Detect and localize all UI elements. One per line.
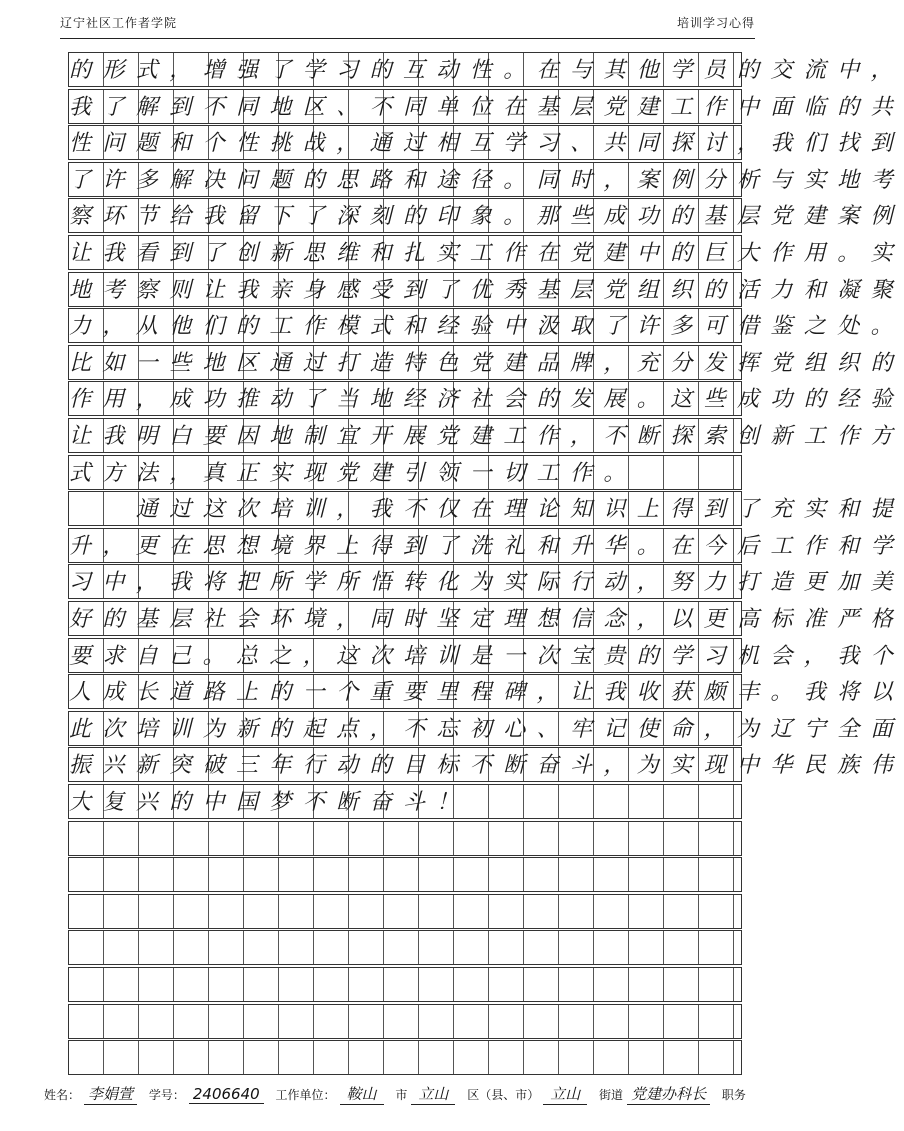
essay-line <box>69 858 743 893</box>
street-value: 立山 <box>543 1083 587 1105</box>
essay-line <box>69 968 743 1003</box>
grid-row <box>68 711 904 746</box>
grid-row <box>68 381 904 416</box>
essay-line <box>69 1005 743 1040</box>
grid-row <box>68 235 904 270</box>
essay-line: 让我看到了创新思维和扎实工作在党建中的巨大作用。实 <box>69 241 904 266</box>
essay-line: 力，从他们的工作模式和经验中汲取了许多可借鉴之处。 <box>69 314 904 340</box>
grid-row <box>68 125 904 160</box>
grid-row <box>68 1040 742 1075</box>
essay-line <box>69 931 743 966</box>
header-divider <box>60 38 755 39</box>
essay-line: 作用，成功推动了当地经济社会的发展。这些成功的经验 <box>69 387 904 413</box>
footer-info <box>44 1083 764 1105</box>
grid-row <box>68 308 904 343</box>
grid-row <box>68 894 742 929</box>
grid-row <box>68 52 904 87</box>
grid-row <box>68 162 904 197</box>
header-org-name: 辽宁社区工作者学院 <box>60 16 178 30</box>
essay-line <box>69 1041 743 1076</box>
grid-row <box>68 198 904 233</box>
grid-row <box>68 638 904 673</box>
name-label: 姓名： <box>44 1088 81 1102</box>
essay-line: 察环节给我留下了深刻的印象。那些成功的基层党建案例 <box>69 204 904 230</box>
essay-line: 我了解到不同地区、不同单位在基层党建工作中面临的共 <box>69 94 904 120</box>
essay-line: 振兴新突破三年行动的目标不断奋斗，为实现中华民族伟 <box>69 753 904 779</box>
position-label: 职务 <box>721 1088 746 1102</box>
work-unit-label: 工作单位： <box>275 1088 336 1102</box>
district-value: 立山 <box>411 1083 455 1105</box>
position-value: 党建办科长 <box>627 1083 710 1105</box>
essay-line: 通过这次培训，我不仅在理论知识上得到了充实和提 <box>69 497 904 523</box>
district-label: 区（县、市） <box>467 1088 540 1102</box>
essay-line: 升，更在思想境界上得到了洗礼和升华。在今后工作和学 <box>69 533 904 559</box>
essay-line: 此次培训为新的起点，不忘初心、牢记使命，为辽宁全面 <box>69 716 904 742</box>
grid-row <box>68 967 742 1002</box>
writing-grid <box>68 52 904 1040</box>
grid-row <box>68 455 742 490</box>
grid-row <box>68 784 742 819</box>
student-id-value: 2406640 <box>189 1085 264 1104</box>
grid-row <box>68 89 904 124</box>
essay-line: 了许多解决问题的思路和途径。同时，案例分析与实地考 <box>69 167 904 193</box>
header-doc-type: 培训学习心得 <box>676 16 755 30</box>
grid-row <box>68 821 742 856</box>
grid-row <box>68 564 904 599</box>
grid-row <box>68 418 904 453</box>
grid-row <box>68 491 904 526</box>
student-id-label: 学号： <box>148 1088 185 1102</box>
essay-line <box>69 895 743 930</box>
grid-row <box>68 528 904 563</box>
essay-line <box>69 822 743 857</box>
essay-line: 性问题和个性挑战，通过相互学习、共同探讨，我们找到 <box>69 131 904 157</box>
grid-row <box>68 1004 742 1039</box>
grid-row <box>68 674 904 709</box>
essay-line: 大复兴的中国梦不断奋斗！ <box>69 790 470 815</box>
essay-line: 地考察则让我亲身感受到了优秀基层党组织的活力和凝聚 <box>69 277 904 303</box>
grid-row <box>68 601 904 636</box>
essay-line: 好的基层社会环境，同时坚定理想信念，以更高标准严格 <box>69 607 904 632</box>
essay-line: 要求自己。总之，这次培训是一次宝贵的学习机会，我个 <box>69 643 904 669</box>
grid-row <box>68 930 742 965</box>
essay-line: 比如一些地区通过打造特色党建品牌，充分发挥党组织的 <box>69 350 904 376</box>
grid-row <box>68 857 742 892</box>
city-value: 鞍山 <box>340 1083 384 1105</box>
city-label: 市 <box>395 1088 408 1102</box>
name-value: 李娟萱 <box>84 1083 137 1105</box>
essay-line: 式方法，真正实现党建引领一切工作。 <box>69 460 637 486</box>
essay-line: 让我明白要因地制宜开展党建工作，不断探索创新工作方 <box>69 424 904 449</box>
grid-row <box>68 345 904 380</box>
grid-row <box>68 747 904 782</box>
street-label: 街道 <box>599 1088 624 1102</box>
essay-line: 人成长道路上的一个重要里程碑，让我收获颇丰。我将以 <box>69 680 904 706</box>
essay-line: 的形式，增强了学习的互动性。在与其他学员的交流中， <box>69 58 904 83</box>
grid-row <box>68 272 904 307</box>
essay-line: 习中，我将把所学所悟转化为实际行动，努力打造更加美 <box>69 570 904 596</box>
